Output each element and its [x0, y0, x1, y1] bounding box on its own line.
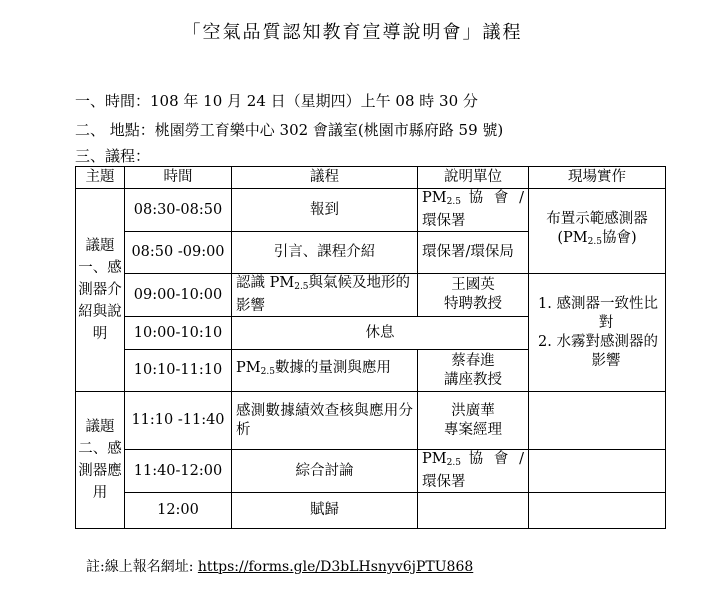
header-unit: 說明單位 [418, 167, 529, 189]
header-agenda: 議程 [232, 167, 418, 189]
pm-label: PM [236, 360, 261, 376]
speaker-title: 講座教授 [444, 371, 502, 388]
table-row [76, 392, 666, 450]
agenda-cell: 報到 [232, 189, 418, 232]
speaker-title: 特聘教授 [444, 296, 502, 312]
time-cell: 11:10 -11:40 [125, 392, 232, 450]
agenda-text: 與氣候及地形的影響 [236, 275, 411, 314]
practice-cell-empty [529, 392, 666, 450]
meeting-time: 一、時間：108 年 10 月 24 日（星期四）上午 08 時 30 分 [75, 92, 478, 110]
practice-cell-empty [529, 493, 666, 529]
header-practice: 現場實作 [529, 167, 666, 189]
unit-cell [418, 450, 529, 493]
time-cell: 12:00 [125, 493, 232, 529]
note-label: 註:線上報名網址: [86, 559, 198, 575]
time-cell: 11:40-12:00 [125, 450, 232, 493]
practice-cell-2 [529, 274, 666, 392]
speaker-name: 蔡春進 [451, 352, 495, 369]
pm-label: PM [563, 230, 588, 246]
time-cell: 08:30-08:50 [125, 189, 232, 232]
page-title: 「空氣品質認知教育宣導說明會」議程 [182, 22, 523, 43]
header-topic: 主題 [76, 167, 125, 189]
time-cell: 09:00-10:00 [125, 274, 232, 317]
pm-label: PM [269, 275, 295, 291]
pm-subscript: 2.5 [446, 458, 461, 468]
header-time: 時間 [125, 167, 232, 189]
time-cell: 08:50 -09:00 [125, 232, 232, 274]
unit-cell: 環保署/環保局 [418, 232, 529, 274]
topic-1-cell: 議題一、感測器介紹與說明 [76, 189, 125, 392]
agenda-cell: 綜合討論 [232, 450, 418, 493]
unit-cell [418, 189, 529, 232]
agenda-text: 數據的量測與應用 [274, 360, 391, 376]
pm-label: PM [422, 451, 447, 467]
pm-subscript: 2.5 [260, 367, 275, 377]
agenda-cell: 感測數據績效查核與應用分析 [232, 392, 418, 450]
unit-text: 協 會 / 環保署 [422, 451, 524, 490]
unit-cell-empty [418, 493, 529, 529]
unit-cell [418, 392, 529, 450]
practice-cell-1 [529, 189, 666, 274]
agenda-table [75, 166, 666, 529]
table-row [76, 189, 666, 232]
speaker-name: 洪廣華 [451, 402, 495, 419]
unit-cell [418, 350, 529, 392]
time-cell: 10:10-11:10 [125, 350, 232, 392]
table-row [76, 274, 666, 317]
pm-subscript: 2.5 [446, 197, 461, 207]
pm-subscript: 2.5 [587, 237, 602, 247]
unit-cell [418, 274, 529, 317]
registration-note [86, 556, 473, 576]
pm-label: PM [422, 190, 447, 206]
agenda-cell [232, 274, 418, 317]
agenda-cell: 賦歸 [232, 493, 418, 529]
practice-item: 1. 感測器一致性比對 [538, 295, 658, 331]
practice-item: 2. 水霧對感測器的影響 [538, 333, 658, 369]
topic-2-cell: 議題二、感測器應用 [76, 392, 125, 529]
agenda-cell: 休息 [232, 317, 529, 350]
unit-text: 協 會 / 環保署 [422, 190, 524, 229]
pm-subscript: 2.5 [294, 282, 309, 292]
practice-text: 協會) [601, 230, 637, 246]
speaker-title: 專案經理 [444, 421, 502, 438]
agenda-cell [232, 350, 418, 392]
practice-cell-empty [529, 450, 666, 493]
table-row [76, 493, 666, 529]
speaker-name: 王國英 [451, 277, 495, 293]
table-header-row [76, 167, 666, 189]
table-row [76, 450, 666, 493]
meeting-place: 二、 地點：桃園勞工育樂中心 302 會議室(桃園市縣府路 59 號) [75, 121, 504, 139]
agenda-label: 三、議程： [75, 147, 151, 165]
time-cell: 10:00-10:10 [125, 317, 232, 350]
agenda-text: 認識 [236, 275, 270, 291]
practice-text: 布置示範感測器( [546, 211, 648, 246]
registration-link[interactable]: https://forms.gle/D3bLHsnyv6jPTU868 [197, 559, 474, 575]
agenda-cell: 引言、課程介紹 [232, 232, 418, 274]
